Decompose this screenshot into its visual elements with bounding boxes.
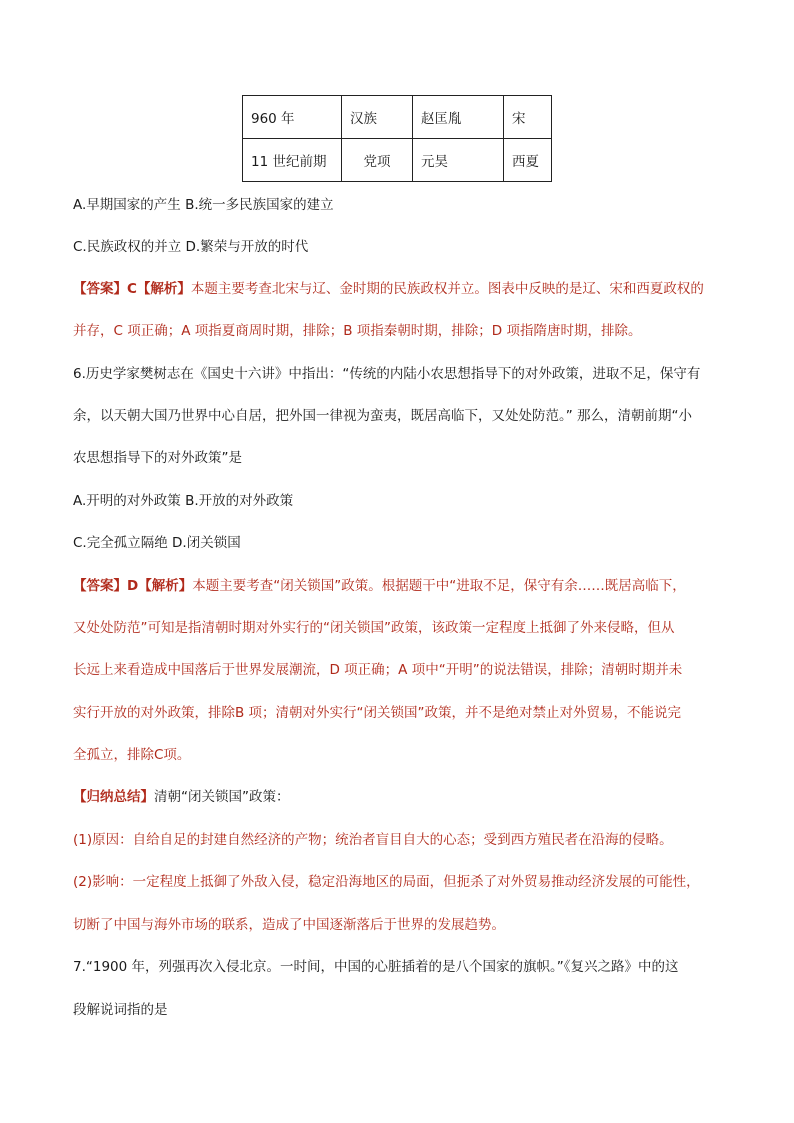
- table-cell: 960 年: [243, 96, 342, 139]
- summary-title: 清朝“闭关锁国”政策：: [154, 789, 290, 805]
- answer-tag: 【答案】D【解析】: [73, 578, 193, 594]
- q6-stem-line: 农思想指导下的对外政策”是: [73, 450, 242, 466]
- summary-heading: [73, 787, 290, 807]
- table-cell: 11 世纪前期: [243, 139, 342, 182]
- table-row: [243, 139, 552, 182]
- q5-options-cd: C.民族政权的并立 D.繁荣与开放的时代: [73, 239, 309, 255]
- q6-answer-line: 长远上来看造成中国落后于世界发展潮流，D 项正确；A 项中“开明”的说法错误，排除；清朝时期并未: [73, 662, 683, 678]
- table-cell: 汉族: [342, 96, 413, 139]
- table-cell: 党项: [342, 139, 413, 182]
- table-cell: 宋: [504, 96, 552, 139]
- q7-stem-line: 段解说词指的是: [73, 1002, 168, 1018]
- summary-cause: (1)原因：自给自足的封建自然经济的产物；统治者盲目自大的心态；受到西方殖民者在沿海的侵略。: [73, 832, 673, 848]
- answer-text: 本题主要考查北宋与辽、金时期的民族政权并立。图表中反映的是辽、宋和西夏政权的: [190, 281, 704, 297]
- q6-stem-line: 余，以天朝大国乃世界中心自居，把外国一律视为蛮夷，既居高临下，又处处防范。” 那么，清朝前期“小: [73, 408, 693, 424]
- q6-answer-line: [73, 576, 686, 596]
- q7-stem-line: 7.“1900 年，列强再次入侵北京。一时间，中国的心脏插着的是八个国家的旗帜。”《复兴之路》中的这: [73, 959, 679, 975]
- table-cell: 元昊: [413, 139, 504, 182]
- q5-answer-line: [73, 279, 704, 299]
- table-cell: 西夏: [504, 139, 552, 182]
- q6-answer-line: 全孤立，排除C项。: [73, 747, 191, 763]
- q6-options-ab: A.开明的对外政策 B.开放的对外政策: [73, 493, 294, 509]
- q5-options-ab: A.早期国家的产生 B.统一多民族国家的建立: [73, 197, 334, 213]
- table-cell: 赵匡胤: [413, 96, 504, 139]
- summary-effect-line: 切断了中国与海外市场的联系，造成了中国逐渐落后于世界的发展趋势。: [73, 917, 505, 933]
- q6-answer-line: 又处处防范”可知是指清朝时期对外实行的“闭关锁国”政策，该政策一定程度上抵御了外来侵略，但从: [73, 620, 675, 636]
- q6-stem-line: 6.历史学家樊树志在《国史十六讲》中指出：“传统的内陆小农思想指导下的对外政策，进取不足，保守有: [73, 366, 701, 382]
- table-row: [243, 96, 552, 139]
- q6-options-cd: C.完全孤立隔绝 D.闭关锁国: [73, 535, 241, 551]
- summary-tag: 【归纳总结】: [73, 789, 154, 805]
- answer-text: 本题主要考查“闭关锁国”政策。根据题干中“进取不足，保守有余……既居高临下，: [192, 578, 686, 594]
- q5-answer-line: 并存，C 项正确；A 项指夏商周时期，排除；B 项指秦朝时期，排除；D 项指隋唐时期，排除。: [73, 323, 642, 339]
- q6-answer-line: 实行开放的对外政策，排除B 项；清朝对外实行“闭关锁国”政策，并不是绝对禁止对外贸易，不能说完: [73, 705, 682, 721]
- dynasty-table: [242, 95, 552, 182]
- summary-effect-line: (2)影响：一定程度上抵御了外敌入侵，稳定沿海地区的局面，但扼杀了对外贸易推动经济发展的可能性，: [73, 874, 700, 890]
- answer-tag: 【答案】C【解析】: [73, 281, 191, 297]
